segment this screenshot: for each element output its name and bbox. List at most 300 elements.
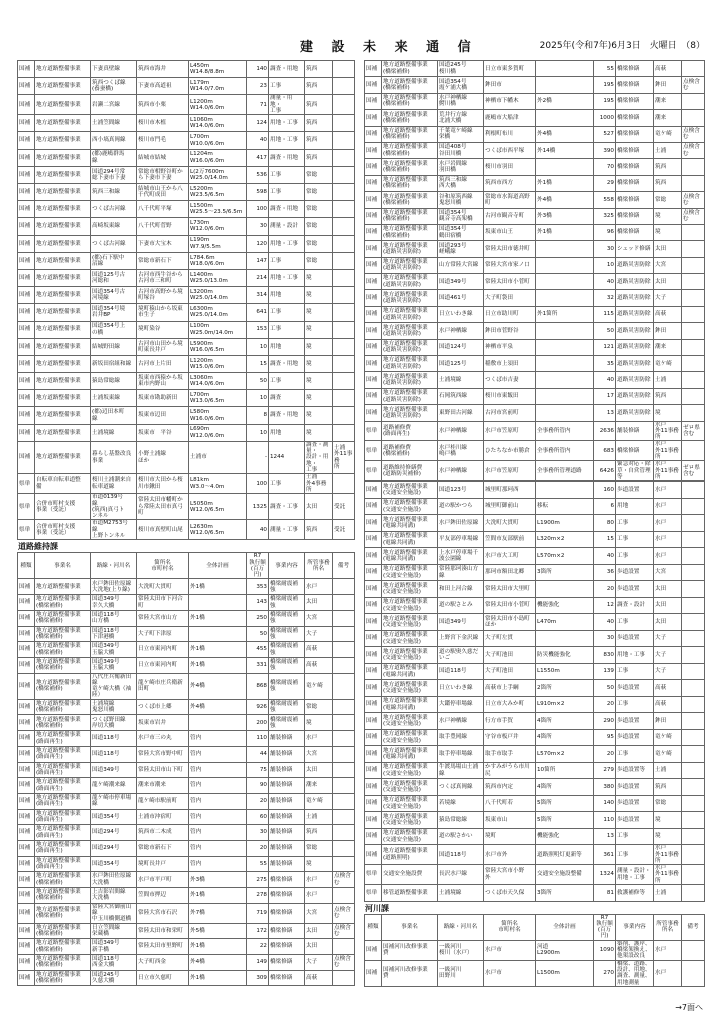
table-cell: 橋梁修繕 (616, 61, 654, 77)
table-cell: 道路補修費 (橋梁補修) (382, 441, 438, 461)
table-cell: 管内 (189, 731, 247, 747)
table-cell: 日立市大みか町 (484, 696, 536, 713)
table-cell: 地方道路整備事業 (橋梁補修) (35, 939, 91, 955)
table-cell: 橋梁修繕 (616, 77, 654, 93)
table-cell: 124 (247, 115, 269, 132)
table-cell: 一級河川 桜川（水戸） (438, 940, 484, 960)
table-cell: 20 (247, 793, 269, 809)
table-cell: 大宮 (305, 610, 333, 626)
table-cell: 国補 (365, 680, 382, 697)
table-cell (682, 241, 705, 257)
table-cell (682, 274, 705, 290)
table-cell: 調査・用地 (269, 355, 305, 372)
table-cell: 455 (247, 642, 269, 658)
table-row (18, 321, 355, 338)
table-cell: 国補 (18, 166, 35, 183)
table-cell: 国補 (18, 149, 35, 166)
table-cell: シェッド修繕 (616, 241, 654, 257)
table-cell: 土浦市沖宿町 (137, 809, 189, 825)
table-cell: 橋梁修繕 (616, 142, 654, 158)
table-cell: 国補 (365, 93, 382, 109)
table-row (365, 441, 705, 461)
table-cell: 那珂市額田北郷 (484, 564, 536, 581)
table-cell: 古河市上片田 (137, 355, 189, 372)
table-cell: 移転 (536, 498, 594, 515)
table-row (365, 126, 705, 142)
table-cell: 40 (594, 372, 616, 388)
table-cell: 30 (594, 630, 616, 647)
table-cell: 国補 (18, 699, 35, 715)
table-cell: 120 (247, 235, 269, 252)
table-cell: 工事 (269, 184, 305, 201)
table-cell: 橋梁修繕 (269, 970, 305, 986)
table-cell (682, 597, 705, 614)
table-cell (682, 323, 705, 339)
table-cell: 147 (247, 252, 269, 269)
table-cell: 橋梁修繕 (616, 126, 654, 142)
table-row (18, 184, 355, 201)
table-cell: 国道349号 (91, 762, 137, 778)
table-cell: 地方道路整備事業 (交通安全施設) (382, 795, 438, 812)
table-cell: 国道118号 下津港橋 (91, 626, 137, 642)
table-cell: 13 (594, 405, 616, 421)
table-cell: 71 (247, 95, 269, 115)
table-cell: 工事 (616, 531, 654, 548)
table-cell: 153 (247, 321, 269, 338)
table-cell (682, 795, 705, 812)
table-cell: 国補 (18, 642, 35, 658)
table-cell: 橋梁耐震補強 (269, 610, 305, 626)
table-cell: 土浦市 (189, 441, 247, 473)
table-cell: 5箇所 (536, 795, 594, 812)
table-row (365, 696, 705, 713)
table-cell: 水戸 (654, 498, 682, 515)
table-cell: 115 (594, 306, 616, 322)
table-cell: 桜川市門毛 (137, 132, 189, 149)
table-cell: ゼロ県 含む (682, 461, 705, 481)
table-cell: 地方道路整備事業 (35, 149, 91, 166)
table-cell: 太田 (654, 614, 682, 631)
table-cell: 用地 (269, 424, 305, 441)
table-cell: 境 (305, 715, 333, 731)
table-cell: L1204m W16.0/6.0m (189, 149, 247, 166)
table-cell: 国道354号境 岩井BP (91, 304, 137, 321)
table-cell: 潮来 (654, 339, 682, 355)
table-cell (333, 269, 355, 286)
table-cell: 国道245号 久慈大橋 (91, 970, 137, 986)
table-cell: 国補 (365, 564, 382, 581)
table-row (18, 95, 355, 115)
table-row (18, 939, 355, 955)
table-cell: 取手市取手 (484, 746, 536, 763)
section-title-river: 河川課 (365, 903, 389, 913)
table-cell: 常陸太田市幡町か ら常陸太田市真弓 町 (137, 494, 189, 520)
table-row (18, 474, 355, 494)
table-cell: 地方道路整備事業 (35, 441, 91, 473)
table-cell (333, 825, 355, 841)
table-cell: 潮来 (654, 110, 682, 126)
table-cell: 20 (594, 746, 616, 763)
table-cell: 国道294号 (91, 840, 137, 856)
table-cell: 地方道路整備事業 (35, 61, 91, 78)
table-cell: 12 (594, 597, 616, 614)
table-cell (536, 241, 594, 257)
table-row (365, 845, 705, 865)
table-cell: 土浦笠間線 (91, 115, 137, 132)
table-cell: 4箇所 (536, 729, 594, 746)
table-row (18, 201, 355, 218)
table-cell: 舗装修繕 (269, 825, 305, 841)
issue-date: 2025年(令和7年)6月3日 火曜日 （8） (539, 41, 705, 51)
table-cell: 地方道路整備事業 (道路災害防除) (382, 274, 438, 290)
table-cell: 195 (594, 77, 616, 93)
table-cell (333, 642, 355, 658)
table-cell: 谷和原筑西線 鬼怒川橋 (438, 192, 484, 208)
table-cell: 歩道設置 (616, 812, 654, 829)
table-cell: 取手停車場線 (438, 746, 484, 763)
table-cell (333, 321, 355, 338)
table-cell: 水戸神栖線 (438, 323, 484, 339)
table-cell: 筑西 (305, 149, 333, 166)
table-cell (682, 498, 705, 515)
table-cell: 13 (594, 828, 616, 845)
table-cell: 結城市山王から八 千代町成田 (137, 184, 189, 201)
table-cell: 高萩 (654, 306, 682, 322)
table-cell: 地方道路整備事業 (交通安全施設) (382, 614, 438, 631)
table-cell: 国道349号 (438, 274, 484, 290)
table-cell: 国補 (365, 779, 382, 796)
table-cell: 10箇所 (536, 762, 594, 779)
table-cell: 道路照明灯更新等 (536, 845, 594, 865)
table-cell: 交通安全施設整備 (536, 865, 594, 885)
table-cell: 笠間市押辺 (137, 888, 189, 904)
table-cell: 国道354号上 の橋 (91, 321, 137, 338)
table-cell: 外1橋 (189, 970, 247, 986)
table-row (18, 390, 355, 407)
table-cell: 点検含 む (333, 923, 355, 939)
table-cell: 太田 (654, 581, 682, 598)
table-cell: 土浦 (305, 809, 333, 825)
table-cell: つくば市上郷 (137, 699, 189, 715)
table-cell: (都)石下駅中 沼線 (91, 252, 137, 269)
table-cell: 常陸大宮市山方 (137, 610, 189, 626)
table-cell: 歩道設置等 (616, 762, 654, 779)
table-row (18, 610, 355, 626)
table-cell: 管内 (189, 762, 247, 778)
table-cell: 国補 (365, 290, 382, 306)
table-cell (682, 531, 705, 548)
table-cell: 地方道路整備事業 (橋梁補修) (35, 657, 91, 673)
table-cell (682, 339, 705, 355)
table-cell: 測量・設計 (269, 218, 305, 235)
table-cell: 水戸 (305, 731, 333, 747)
table-row (18, 626, 355, 642)
table-cell: 土浦坂東線 (91, 390, 137, 407)
table-cell: 地方道路整備事業 (橋梁補修) (35, 954, 91, 970)
table-cell: 地方道路整備事業 (橋梁補修) (382, 93, 438, 109)
table-cell: 古河市宮前町 (484, 405, 536, 421)
table-cell: 牛渡馬場山土浦 線 (438, 762, 484, 779)
table-row (365, 663, 705, 680)
table-cell: 地方道路整備事業 (交通安全施設) (382, 630, 438, 647)
table-cell: 八千代町菅野 (137, 218, 189, 235)
table-cell: L100m W25.0m/14.0m (189, 321, 247, 338)
table-row (365, 175, 705, 191)
table-row (18, 888, 355, 904)
table-cell: 地方道路整備事業 (道路照明) (382, 845, 438, 865)
table-cell: 八千代町若 (484, 795, 536, 812)
table-cell: 常陸那珂湊山方 線 (438, 564, 484, 581)
table-cell: 橋梁修繕 (269, 923, 305, 939)
table-cell: 水戸 (654, 515, 682, 532)
table-cell: 龍ケ崎潮来線 (91, 778, 137, 794)
table-cell: 国補 (18, 252, 35, 269)
table-cell: 調査・設計 (616, 597, 654, 614)
table-cell: 太田 (654, 241, 682, 257)
table-row (365, 61, 705, 77)
table-cell: 290 (594, 713, 616, 730)
table-cell: 舗装修繕 (269, 762, 305, 778)
table-cell: 受託 (333, 494, 355, 520)
table-cell: 96 (594, 224, 616, 240)
table-cell: 境 (305, 407, 333, 424)
table-row (18, 673, 355, 699)
table-cell (333, 149, 355, 166)
table-cell: 八千代町平塚 (137, 201, 189, 218)
table-cell: 外1橋 (536, 224, 594, 240)
table-cell (333, 304, 355, 321)
table-cell (682, 630, 705, 647)
table-cell: 35 (594, 356, 616, 372)
table-cell: 上野宮下金沢線 (438, 630, 484, 647)
table-row (365, 614, 705, 631)
left-column (17, 60, 354, 986)
table-cell (536, 290, 594, 306)
table-cell: 国補 (18, 184, 35, 201)
table-cell: 外1橋 (536, 175, 594, 191)
table-cell: 外1橋 (189, 939, 247, 955)
table-cell: 40 (594, 274, 616, 290)
table-cell: 国道245号 桜川橋 (438, 61, 484, 77)
table-cell: 道路災害防除 (616, 372, 654, 388)
column-header: 路線・河川名 (438, 914, 484, 940)
table-cell: 日立市東多賀町 (484, 61, 536, 77)
table-cell: 309 (247, 970, 269, 986)
table-cell: 八代庄兵衛新田 線 竜ケ崎大橋（袖 陸） (91, 673, 137, 699)
table-cell: 279 (594, 762, 616, 779)
table-cell: 719 (247, 903, 269, 923)
table-cell (333, 95, 355, 115)
table-cell: 工事 (616, 845, 654, 865)
table-cell: 高萩 (305, 642, 333, 658)
table-cell: 坂東市岩井 (137, 715, 189, 731)
table-cell (333, 888, 355, 904)
table-cell: 管内 (189, 825, 247, 841)
table-cell: 水戸 (305, 872, 333, 888)
table-cell: L5900m W16.0/6.5m (189, 338, 247, 355)
table-cell (333, 252, 355, 269)
table-cell: 常陸太田市里野町 (137, 939, 189, 955)
table-cell (333, 184, 355, 201)
table-cell: 国道118号 (91, 731, 137, 747)
table-cell: 国補 (365, 828, 382, 845)
table-cell: 筑西 (305, 132, 333, 149)
table-cell: 県単 (365, 421, 382, 441)
table-cell: 水戸神栖線 (438, 461, 484, 481)
table-cell: 大宮 (654, 257, 682, 273)
table-cell: 100 (247, 474, 269, 494)
table-cell: 鉾田 (654, 77, 682, 93)
table-cell: 河道 L2900m (536, 940, 594, 960)
table-cell (682, 257, 705, 273)
table-cell: 道路災害防除 (616, 323, 654, 339)
table-cell: 舗装修繕 (269, 793, 305, 809)
left-bottom-table (17, 552, 355, 986)
table-cell: 常陸太田市徳井町 (484, 241, 536, 257)
table-cell: 国補 (18, 390, 35, 407)
table-row (18, 441, 355, 473)
table-cell: 水戸 外11事務 所 (654, 865, 682, 885)
table-cell: 合併市町村支援 事業（受託） (35, 494, 91, 520)
table-cell (682, 564, 705, 581)
table-row (365, 405, 705, 421)
table-cell: 国道354号 (91, 809, 137, 825)
table-cell: 国道354号古 河境線 (91, 287, 137, 304)
table-cell: 工事 (269, 474, 305, 494)
table-cell: 自転車自転車道整 備 (35, 474, 91, 494)
table-cell: 水戸市 (484, 960, 536, 986)
table-row (365, 779, 705, 796)
table-row (365, 461, 705, 481)
table-cell: 国道349号 新手橋 (91, 939, 137, 955)
table-cell: 鉾田 (654, 713, 682, 730)
table-row (365, 581, 705, 598)
table-cell: 機能強化 (536, 828, 594, 845)
table-cell: つくば市天久保 (484, 885, 536, 902)
table-cell: 10 (247, 390, 269, 407)
table-cell: 15 (247, 355, 269, 372)
table-cell: L81km W3.0〜4.0m (189, 474, 247, 494)
table-cell (536, 405, 594, 421)
table-cell: 外5橋 (189, 923, 247, 939)
table-cell: 高萩 (654, 696, 682, 713)
table-cell: 境 (305, 390, 333, 407)
table-cell: 日立いわき線 (438, 680, 484, 697)
table-cell: 地方道路整備事業 (35, 338, 91, 355)
table-cell: 地方道路整備事業 (道路災害防除) (382, 323, 438, 339)
table-cell: 県単 (365, 461, 382, 481)
table-cell: 橋梁修繕 (269, 872, 305, 888)
table-row (365, 960, 705, 986)
table-cell: 日立市久慈町 (137, 970, 189, 986)
table-cell: 結城野田線 (91, 338, 137, 355)
table-cell: 大鑑停車場線 (438, 696, 484, 713)
table-cell: 舗装修繕 (269, 731, 305, 747)
table-cell: 千葉竜ケ崎線 栄橋 (438, 126, 484, 142)
table-cell: 土浦 外11事務 所 (333, 441, 355, 473)
table-cell: 歩道設置 (616, 581, 654, 598)
table-cell: 国道123号 (438, 482, 484, 499)
table-cell: 国補 (18, 201, 35, 218)
table-cell: 管内 (189, 746, 247, 762)
table-cell (333, 793, 355, 809)
table-cell: 大子 (654, 290, 682, 306)
table-row (365, 110, 705, 126)
table-cell (682, 696, 705, 713)
table-cell: 水戸 外11事務 所 (654, 441, 682, 461)
table-cell: 国補 (365, 274, 382, 290)
table-cell: 国補 (365, 482, 382, 499)
table-cell: 国補 (365, 812, 382, 829)
table-cell: L3200m W25.0/14.0m (189, 287, 247, 304)
table-cell: 国補 (365, 339, 382, 355)
table-cell: 水戸 (654, 940, 682, 960)
table-cell: 地方道路整備事業 (35, 78, 91, 95)
table-cell: 50 (247, 626, 269, 642)
table-cell (682, 290, 705, 306)
table-cell: 筑西 (654, 388, 682, 404)
table-cell: 270 (594, 960, 616, 986)
table-row (365, 224, 705, 240)
table-row (365, 531, 705, 548)
table-cell: 国補 (365, 548, 382, 565)
table-cell: 地方道路整備事業 (橋梁補修) (35, 610, 91, 626)
table-cell: 地方道路整備事業 (橋梁補修) (382, 142, 438, 158)
table-cell: 598 (247, 184, 269, 201)
table-row (18, 218, 355, 235)
table-cell: 国補 (365, 614, 382, 631)
table-cell: 国補 (365, 405, 382, 421)
column-header: 所管事務 所名 (654, 914, 682, 940)
table-cell: 市道M2753号 線 上野トンネル (91, 520, 137, 540)
table-cell: 小野土浦線 ほか (137, 441, 189, 473)
table-cell (682, 441, 705, 461)
table-cell: 日立市助川町 (484, 306, 536, 322)
table-cell: 地方道路整備事業 (交通安全施設) (382, 812, 438, 829)
table-cell: 水戸岩間線 羽田橋 (438, 159, 484, 175)
table-cell: 200 (247, 715, 269, 731)
column-header: R7 執行額 (百万円) (594, 914, 616, 940)
table-cell: 筑西 (305, 825, 333, 841)
table-cell: 地方道路整備事業 (橋梁補修) (35, 872, 91, 888)
table-cell: 点検含 む (682, 192, 705, 208)
table-cell: 大子 (305, 626, 333, 642)
table-cell: 境 (305, 304, 333, 321)
table-cell: 314 (247, 287, 269, 304)
table-cell: 水戸桂川線 鳴戸橋 (438, 441, 484, 461)
table-cell: 44 (247, 746, 269, 762)
table-cell: 全事務所管内 (536, 421, 594, 441)
table-cell: L700m W13.0/6.5m (189, 390, 247, 407)
table-cell: 90 (247, 778, 269, 794)
table-cell: 地方道路整備事業 (35, 373, 91, 390)
table-cell: 国補 (18, 793, 35, 809)
table-cell: 地方道路整備事業 (35, 355, 91, 372)
table-cell (333, 235, 355, 252)
table-row (18, 78, 355, 95)
table-cell: (都)辺田本町 線 (91, 407, 137, 424)
table-cell: 高萩 (305, 970, 333, 986)
table-row (365, 564, 705, 581)
table-cell: 地方道路整備事業 (路面再生) (35, 746, 91, 762)
table-cell: 地方道路整備事業 (路面再生) (35, 825, 91, 841)
table-cell: L1900m (536, 515, 594, 532)
table-cell: 国補 (18, 304, 35, 321)
table-cell: 地方道路整備事業 (道路災害防除) (382, 290, 438, 306)
table-cell: 地方道路整備事業 (35, 184, 91, 201)
table-cell: 潮来 (654, 93, 682, 109)
table-cell: 日立笠間線 栄蔵橋 (91, 923, 137, 939)
